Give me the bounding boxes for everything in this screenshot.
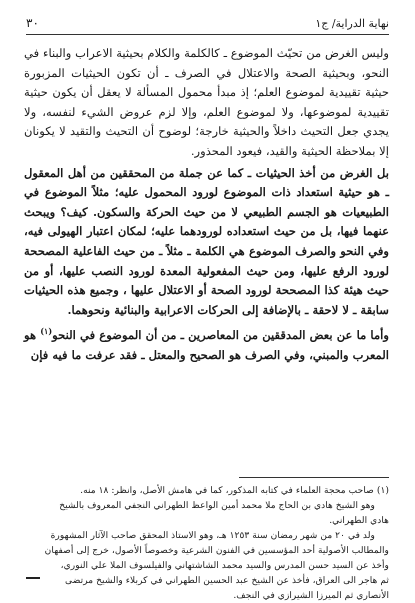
- footnote-line: الأنصاري ثم الميرزا الشيرازي في النجف.: [233, 590, 389, 601]
- paragraph: وأما ما عن بعض المدققين من المعاصرين ـ من أن الموضوع في النحو$^{(١)}$ هو المعرب والمبني، وفي الصرف هو الصحيح والمعتل ـ فقد عرفت ما فيه فإن: [24, 326, 389, 362]
- continuation-mark: [26, 577, 40, 579]
- footnote-line: ثم هاجر الى العراق، فأخذ عن الشيخ عبد الحسين الطهراني في كربلاء والشيخ مرتضى: [65, 575, 389, 586]
- header-rule: [26, 34, 389, 35]
- footnote-line: وأخذ عن السيد حسن المدرس والسيد محمد الشاشتهاني والفيلسوف الملا علي النوري،: [60, 560, 389, 571]
- page-number: ٣٠: [26, 16, 39, 30]
- body-text: [24, 44, 389, 365]
- footnote-line: هادي الطهراني.: [329, 515, 389, 526]
- page-header: [26, 14, 389, 32]
- footnote-line: والمطالب الأصولية أحد المؤسسين في الفنون الشرعية وخصوصاً الأصول، خرج إلى أصفهان: [44, 545, 389, 556]
- running-title: نهاية الدراية/ ج١: [315, 16, 389, 30]
- footnotes: [24, 483, 389, 603]
- footnote: (١) صاحب محجة العلماء في كتابه المذكور، كما في هامش الأصل، وانظر: ١٨ منه.: [80, 485, 389, 496]
- paragraph: وليس الغرض من تحيّث الموضوع ـ كالكلمة والكلام بحيثية الاعراب والبناء في النحو، وبحيثية الصحة والاعتلال في الصرف ـ أن تكون الحيثيات المزبورة حيثية تقييدية لموضوع العلم؛ إذ مبدأ محمول المسألة لا يعقل أن يكون حيثية تقييدية لموضوعها، ولا لموضوع العلم، وإلا لزم عروض الشيء لنفسه، ولا يجدي جعل التحيث داخلاً والحيثية خارجة؛ لوضوح أن التحيث والتقيد لا يكونان إلا بملاحظة الحيثية والقيد، فيعود المحذور.: [24, 46, 389, 158]
- paragraph: بل الغرض من أخذ الحيثيات ـ كما عن جملة من المحققين من أهل المعقول ـ هو حيثية استعداد ذات الموضوع لورود المحمول عليه؛ مثلاً الموضوع في الطبيعيات هو الجسم الطبيعي لا من حيث الحركة والسكون. كيف؟ ويبحث عنهما فيها، بل من حيث استعداده لورودهما عليه؛ لمكان اعتبار الهيولى فيه، وفي النحو والصرف الموضوع هي الكلمة ـ مثلاً ـ من حيث الفاعلية المصححة لورود الرفع عليها، ومن حيث المفعولية المعدة لورود النصب عليها، أو من حيث هيئة كذا المصححة لورود الصحة أو الاعتلال عليها ، وجميع هذه الحيثيات سابقة ـ لا لاحقة ـ بالإضافة إلى الحركات الاعرابية والبنائية ونحوهما.: [24, 165, 389, 317]
- footnote-line: ولد في ٢٠ من شهر رمضان سنة ١٢٥٣ هـ، وهو الاستاذ المحقق صاحب الآثار المشهورة: [50, 530, 375, 541]
- footnote-separator: [239, 477, 389, 478]
- footnote-reference: (١): [40, 326, 53, 337]
- footnote-line: وهو الشيخ هادي بن الحاج ملا محمد أمين الواعظ الطهراني النجفي المعروف بالشيخ: [59, 500, 375, 511]
